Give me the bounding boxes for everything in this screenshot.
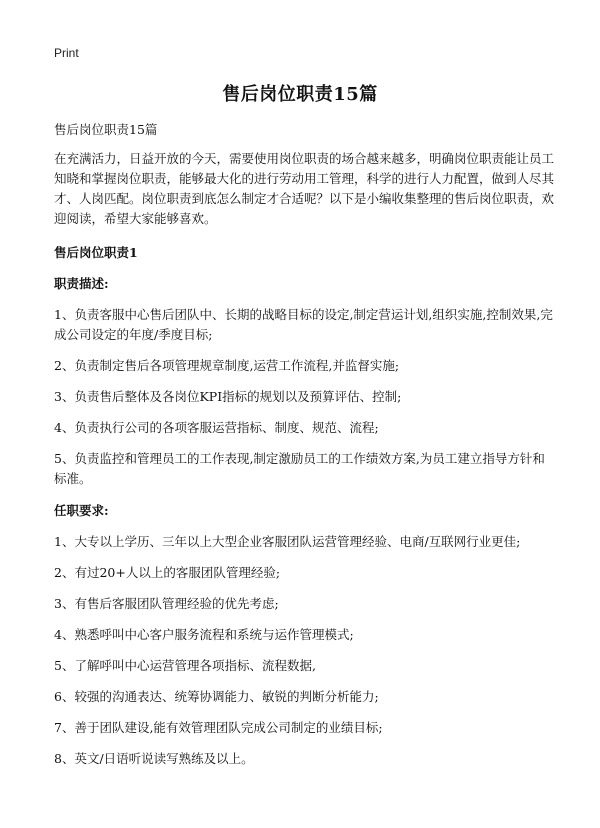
duty-item: 1、负责客服中心售后团队中、长期的战略目标的设定,制定营运计划,组织实施,控制效果,完成公司设定的年度/季度目标; bbox=[54, 307, 553, 342]
requirement-item: 1、大专以上学历、三年以上大型企业客服团队运营管理经验、电商/互联网行业更佳; bbox=[54, 534, 521, 549]
requirement-item: 6、较强的沟通表达、统筹协调能力、敏锐的判断分析能力; bbox=[54, 689, 379, 704]
document-body bbox=[54, 120, 554, 780]
requirement-item: 8、英文/日语听说读写熟练及以上。 bbox=[54, 751, 254, 766]
intro-paragraph: 在充满活力，日益开放的今天，需要使用岗位职责的场合越来越多，明确岗位职责能让员工知晓和掌握岗位职责，能够最大化的进行劳动用工管理，科学的进行人力配置，做到人尽其才、人岗匹配。岗位职责到底怎么制定才合适呢？以下是小编收集整理的售后岗位职责，欢迎阅读，希望大家能够喜欢。 bbox=[54, 151, 555, 226]
print-link[interactable]: Print bbox=[54, 46, 79, 60]
document-title: 售后岗位职责15篇 bbox=[222, 84, 378, 105]
document-subtitle: 售后岗位职责15篇 bbox=[54, 122, 158, 137]
duty-item: 3、负责售后整体及各岗位KPI指标的规划以及预算评估、控制; bbox=[54, 389, 402, 404]
section-heading: 售后岗位职责1 bbox=[54, 245, 138, 260]
duty-item: 2、负责制定售后各项管理规章制度,运营工作流程,并监督实施; bbox=[54, 358, 400, 373]
requirement-item: 3、有售后客服团队管理经验的优先考虑; bbox=[54, 596, 279, 611]
requirement-item: 5、了解呼叫中心运营管理各项指标、流程数据, bbox=[54, 658, 316, 673]
requirement-item: 7、善于团队建设,能有效管理团队完成公司制定的业绩目标; bbox=[54, 720, 383, 735]
requirements-heading: 任职要求: bbox=[54, 503, 109, 518]
requirement-item: 2、有过20+人以上的客服团队管理经验; bbox=[54, 565, 281, 580]
duties-heading: 职责描述: bbox=[54, 276, 109, 291]
duty-item: 5、负责监控和管理员工的工作表现,制定激励员工的工作绩效方案,为员工建立指导方针和标准。 bbox=[54, 451, 545, 486]
requirement-item: 4、熟悉呼叫中心客户服务流程和系统与运作管理模式; bbox=[54, 627, 354, 642]
duty-item: 4、负责执行公司的各项客服运营指标、制度、规范、流程; bbox=[54, 420, 379, 435]
